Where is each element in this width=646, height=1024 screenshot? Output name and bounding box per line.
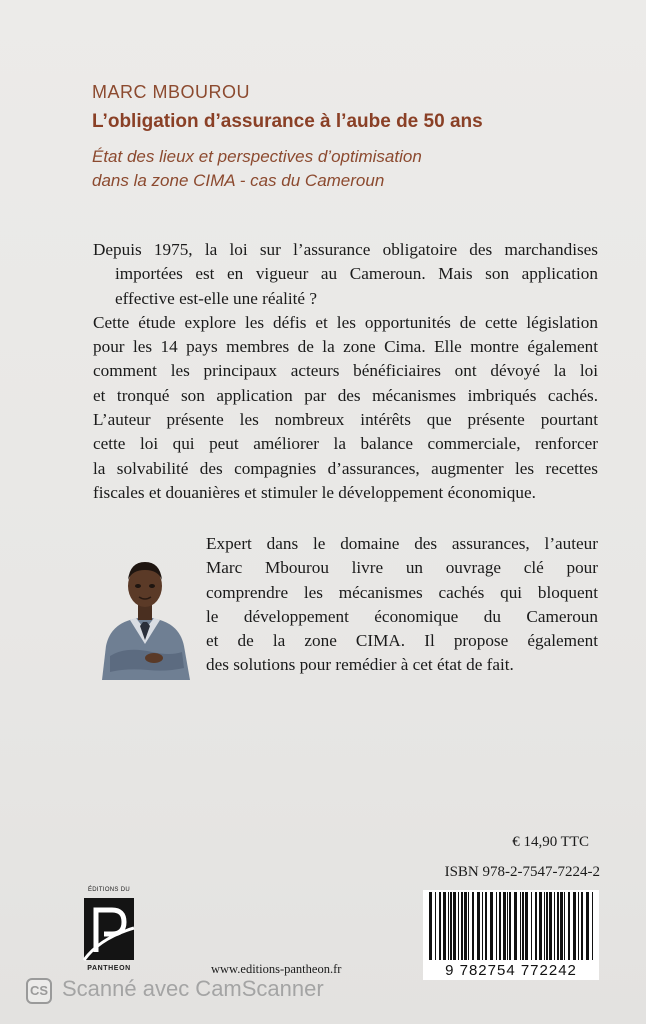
- bio-line: des solutions pour remédier à cet état de fait.: [206, 655, 514, 675]
- barcode-bar: [468, 892, 469, 960]
- summary-line: Cette étude explore les défis et les opportunités de cette législation: [93, 312, 598, 332]
- barcode-bar: [435, 892, 436, 960]
- barcode-bar: [520, 892, 521, 960]
- barcode-bar: [581, 892, 583, 960]
- subtitle-line: dans la zone CIMA - cas du Cameroun: [92, 171, 385, 190]
- barcode-bar: [509, 892, 511, 960]
- book-title: L’obligation d’assurance à l’aube de 50 ans: [92, 111, 483, 132]
- summary-line: L’auteur présente les nombreux intérêts que présente pourtant: [93, 410, 598, 430]
- summary-line: comment les principaux acteurs bénéficiaires ont dévoyé la loi: [93, 361, 598, 381]
- author-bio: [206, 532, 598, 678]
- barcode-bar: [557, 892, 559, 960]
- barcode-bar: [503, 892, 506, 960]
- barcode-bar: [453, 892, 456, 960]
- summary-line: fiscales et douanières et stimuler le développement économique.: [93, 482, 536, 502]
- barcode-bar: [578, 892, 579, 960]
- barcode-bar: [450, 892, 452, 960]
- barcode-bar: [461, 892, 463, 960]
- bio-line: comprendre les mécanismes cachés qui bloquent: [206, 582, 598, 602]
- isbn: ISBN 978-2-7547-7224-2: [444, 864, 600, 880]
- barcode-bar: [592, 892, 593, 960]
- barcode-bar: [477, 892, 480, 960]
- barcode-bar: [458, 892, 459, 960]
- camscanner-icon: CS: [26, 978, 52, 1004]
- barcode-bar: [496, 892, 497, 960]
- barcode-bar: [549, 892, 552, 960]
- summary-line: importées est en vigueur au Cameroun. Mais son application: [115, 264, 598, 284]
- barcode-bar: [439, 892, 441, 960]
- barcode-bar: [472, 892, 474, 960]
- barcode-bar: [464, 892, 467, 960]
- subtitle-line: État des lieux et perspectives d’optimisation: [92, 147, 422, 166]
- barcode-bar: [560, 892, 563, 960]
- summary-line: la solvabilité des compagnies d’assurances, augmenter les recettes: [93, 458, 598, 478]
- publisher-website: www.editions-pantheon.fr: [211, 962, 342, 976]
- barcode-bar: [546, 892, 548, 960]
- bio-line: Expert dans le domaine des assurances, l’auteur: [206, 534, 598, 553]
- barcode-bar: [429, 892, 432, 960]
- scanner-watermark: Scanné avec CamScanner: [62, 976, 324, 1001]
- barcode-bar: [531, 892, 532, 960]
- barcode-bar: [514, 892, 517, 960]
- price: € 14,90 TTC: [512, 834, 589, 850]
- barcode-bar: [535, 892, 537, 960]
- barcode-bar: [485, 892, 487, 960]
- barcode-bar: [554, 892, 555, 960]
- barcode-bar: [448, 892, 449, 960]
- summary-line: effective est-elle une réalité ?: [115, 288, 317, 308]
- barcode: [423, 890, 599, 962]
- publisher-label-top: ÉDITIONS DU: [88, 887, 130, 893]
- barcode-bar: [443, 892, 446, 960]
- publisher-logo: [70, 888, 148, 976]
- author-name: MARC MBOUROU: [92, 82, 250, 102]
- barcode-bar: [544, 892, 545, 960]
- barcode-bar: [539, 892, 542, 960]
- summary-line: cette loi qui peut améliorer la balance commerciale, renforcer: [93, 434, 598, 454]
- publisher-label-bottom: PANTHEON: [87, 965, 131, 972]
- barcode-bar: [564, 892, 565, 960]
- barcode-bar: [522, 892, 524, 960]
- barcode-bar: [499, 892, 501, 960]
- barcode-bar: [586, 892, 589, 960]
- bio-line: le développement économique du Cameroun: [206, 606, 598, 626]
- barcode-bar: [525, 892, 528, 960]
- barcode-bar: [482, 892, 483, 960]
- barcode-bar: [568, 892, 570, 960]
- summary-line: pour les 14 pays membres de la zone Cima. Elle montre également: [93, 337, 598, 357]
- summary-line: et tronqué son application par des mécanismes imbriqués cachés.: [93, 385, 598, 405]
- barcode-bar: [573, 892, 576, 960]
- author-photo: [96, 534, 194, 680]
- barcode-bar: [507, 892, 508, 960]
- book-summary: [93, 238, 598, 505]
- barcode-number: 9 782754 772242: [423, 962, 599, 980]
- bio-line: et de la zone CIMA. Il propose également: [206, 631, 598, 651]
- book-subtitle: [92, 145, 532, 193]
- barcode-bar: [490, 892, 493, 960]
- summary-line: Depuis 1975, la loi sur l’assurance obligatoire des marchandises: [93, 240, 598, 259]
- bio-line: Marc Mbourou livre un ouvrage clé pour: [206, 558, 598, 578]
